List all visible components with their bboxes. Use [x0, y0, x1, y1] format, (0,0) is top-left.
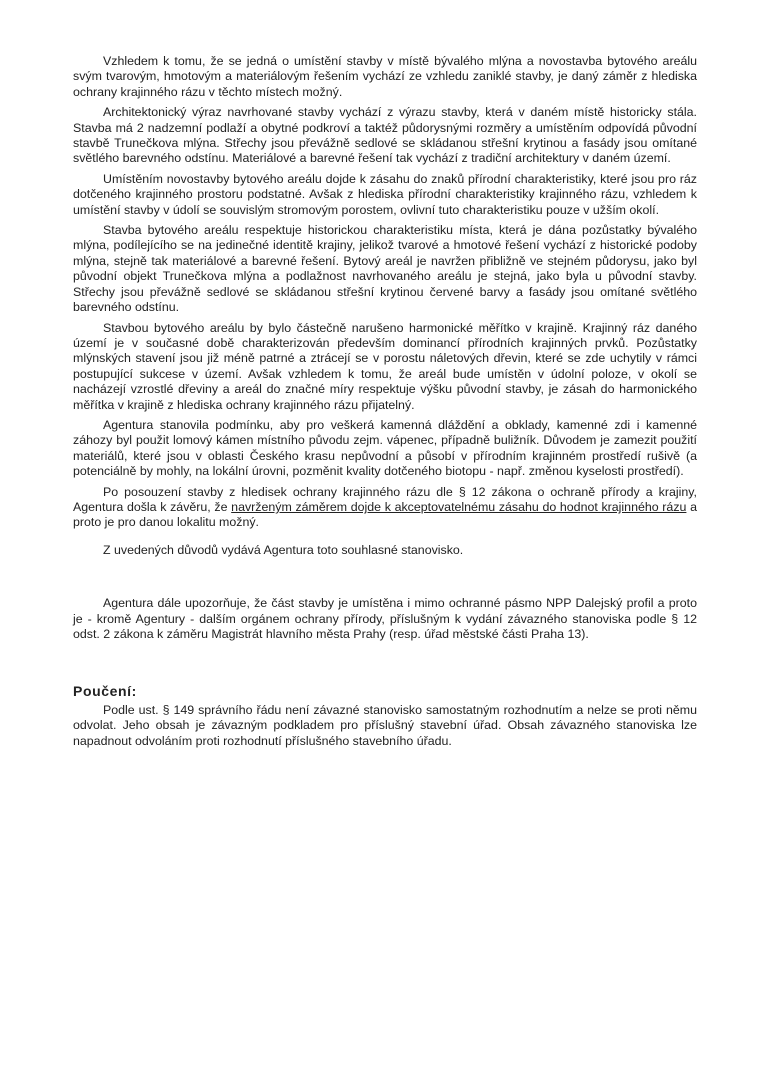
paragraph-stone-condition: Agentura stanovila podmínku, aby pro veškerá kamenná dláždění a obklady, kamenné zdi i kamenné záhozy byl použit lomový kámen místního původu zejm. vápenec, případně buližník. Důvodem je zamezit použití materiálů, které jsou v oblasti Českého krasu nepůvodní a působí v přírodním krajinném prostředí rušivě (a potenciálně by mohly, na lokální úrovni, pozměnit kvality dotčeného biotopu - např. změnou kyselosti prostředí).	[73, 417, 697, 479]
paragraph-conclusion	[73, 485, 697, 531]
paragraph-natural-characteristics: Umístěním novostavby bytového areálu dojde k zásahu do znaků přírodní charakteristiky, které jsou pro ráz dotčeného krajinného prostoru podstatné. Avšak z hlediska přírodní charakteristiky krajinného rázu, vzhledem k umístění stavby v údolí se souvislým stromovým porostem, ovlivní tuto charakteristiku pouze v užším okolí.	[73, 171, 697, 217]
paragraph-architecture: Architektonický výraz navrhované stavby vychází z výrazu stavby, která v daném místě historicky stála. Stavba má 2 nadzemní podlaží a obytné podkroví a taktéž půdorysnými rozměry a umístěním odpovídá původní stavbě Trunečkova mlýna. Střechy jsou převážně sedlové se skládanou střešní krytinou a fasády jsou omítané světlého barevného odstínu. Materiálové a barevné řešení tak vychází z tradiční architektury v daném území.	[73, 105, 697, 166]
paragraph-authority-notice: Agentura dále upozorňuje, že část stavby je umístěna i mimo ochranné pásmo NPP Dalejský profil a proto je - kromě Agentury - dalším orgánem ochrany přírody, příslušným k vydání závazného stanoviska podle § 12 odst. 2 zákona k záměru Magistrát hlavního města Prahy (resp. úřad městské části Praha 13).	[73, 596, 697, 641]
conclusion-text-before: Po posouzení stavby z hledisek ochrany krajinného rázu dle § 12 zákona o ochraně přírody a krajiny, Agentura došla k závěru, že	[73, 484, 697, 514]
conclusion-text-after: a proto je pro danou lokalitu možný.	[73, 499, 697, 530]
document-page	[73, 54, 697, 754]
paragraph-consent-statement: Z uvedených důvodů vydává Agentura toto souhlasné stanovisko.	[103, 542, 464, 557]
paragraph-instruction: Podle ust. § 149 správního řádu není závazné stanovisko samostatným rozhodnutím a nelze se proti němu odvolat. Jeho obsah je závazným podkladem pro příslušný stavební úřad. Obsah závazného stanoviska lze napadnout odvoláním proti rozhodnutí příslušného stavebního úřadu.	[73, 702, 697, 748]
paragraph-historical-characteristics: Stavba bytového areálu respektuje historickou charakteristiku místa, která je dána pozůstatky bývalého mlýna, podílejícího se na jedinečné identitě krajiny, jelikož tvarové a hmotové řešení vychází z historické podoby mlýna, stejně tak materiálové a barevné řešení. Bytový areál je navržen přibližně ve stejném půdorysu, jako byl původní objekt Trunečkova mlýna a podlažnost navrhovaného areálu je stejná, jako byla u původní stavby. Střechy jsou převážně sedlové se skládanou střešní krytinou červené barvy a fasády jsou omítané světlého barevného odstínu.	[73, 223, 697, 315]
paragraph-harmonic-scale: Stavbou bytového areálu by bylo částečně narušeno harmonické měřítko v krajině. Krajinný ráz daného území je v současné době charakterizován především dominancí přírodních krajinných prvků. Pozůstatky mlýnských stavení jsou již méně patrné a ztrácejí se v porostu náletových dřevin, které se zde uchytily v rámci postupující sukcese v území. Avšak vzhledem k tomu, že areál bude umístěn v údolní poloze, v okolí se nacházejí vzrostlé dřeviny a areál do značné míry respektuje výšku původní stavby, je zásah do harmonického měřítka v krajině z hlediska ochrany krajinného rázu přijatelný.	[73, 320, 697, 412]
paragraph-location: Vzhledem k tomu, že se jedná o umístění stavby v místě bývalého mlýna a novostavba bytového areálu svým tvarovým, hmotovým a materiálovým řešením vychází ze vzhledu zaniklé stavby, je daný záměr z hlediska ochrany krajinného rázu v těchto místech možný.	[73, 54, 697, 99]
conclusion-underlined-text: navrženým záměrem dojde k akceptovatelnému zásahu do hodnot krajinného rázu	[231, 499, 687, 514]
instruction-heading: Poučení:	[73, 683, 137, 700]
